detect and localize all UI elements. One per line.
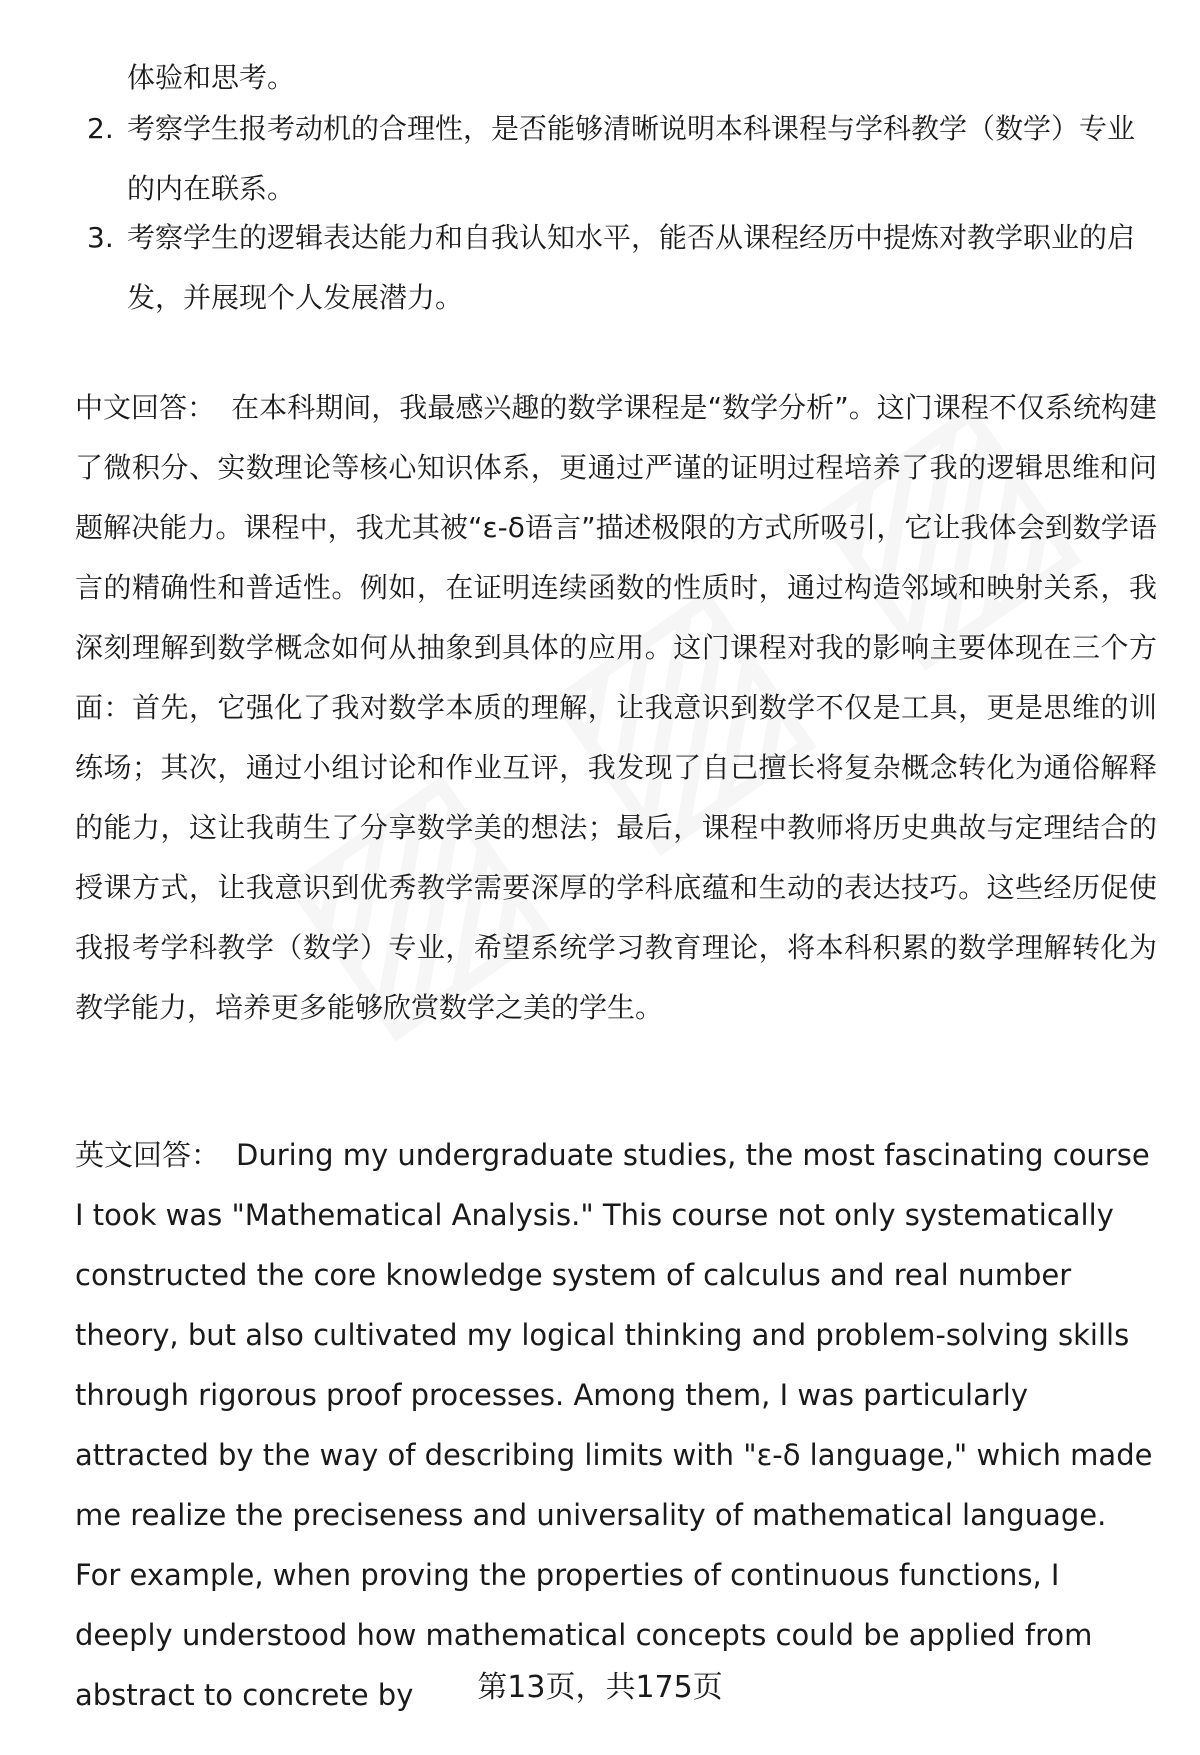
list-item-3: [75, 208, 1155, 328]
list-item-text: 考察学生报考动机的合理性，是否能够清晰说明本科课程与学科教学（数学）专业的内在联系。: [127, 112, 1136, 205]
english-answer-paragraph: [75, 1125, 1157, 1725]
english-answer-label: 英文回答：: [75, 1138, 221, 1172]
chinese-answer-text: 在本科期间，我最感兴趣的数学课程是“数学分析”。这门课程不仅系统构建了微积分、实数理论等核心知识体系，更通过严谨的证明过程培养了我的逻辑思维和问题解决能力。课程中，我尤其被“ε-δ语言”描述极限的方式所吸引，它让我体会到数学语言的精确性和普适性。例如，在证明连续函数的性质时，通过构造邻域和映射关系，我深刻理解到数学概念如何从抽象到具体的应用。这门课程对我的影响主要体现在三个方面：首先，它强化了我对数学本质的理解，让我意识到数学不仅是工具，更是思维的训练场；其次，通过小组讨论和作业互评，我发现了自己擅长将复杂概念转化为通俗解释的能力，这让我萌生了分享数学美的想法；最后，课程中教师将历史典故与定理结合的授课方式，让我意识到优秀教学需要深厚的学科底蕴和生动的表达技巧。这些经历促使我报考学科教学（数学）专业，希望系统学习教育理论，将本科积累的数学理解转化为教学能力，培养更多能够欣赏数学之美的学生。: [75, 391, 1157, 1024]
english-answer-text: During my undergraduate studies, the most fascinating course I took was "Mathematical Analysis." This course not only systematically constructed the core knowledge system of calculus and real number theory, but also cultivated my logical thinking and problem-solving skills through rigorous proof processes. Among them, I was particularly attracted by the way of describing limits with "ε-δ language," which made me realize the preciseness and universality of mathematical language. For example, when proving the properties of continuous functions, I deeply understood how mathematical concepts could be applied from abstract to concrete by: [75, 1138, 1153, 1712]
list-item-number: 2.: [87, 112, 114, 145]
page-number-footer: 第13页，共175页: [477, 1670, 723, 1705]
list-item-text: 体验和思考。: [127, 61, 296, 94]
list-item-text: 考察学生的逻辑表达能力和自我认知水平，能否从课程经历中提炼对教学职业的启发，并展现个人发展潜力。: [127, 221, 1136, 314]
chinese-answer-paragraph: [75, 378, 1157, 1038]
list-item-number: 3.: [87, 221, 114, 254]
chinese-answer-label: 中文回答：: [75, 391, 216, 424]
list-item-2: [75, 99, 1155, 219]
